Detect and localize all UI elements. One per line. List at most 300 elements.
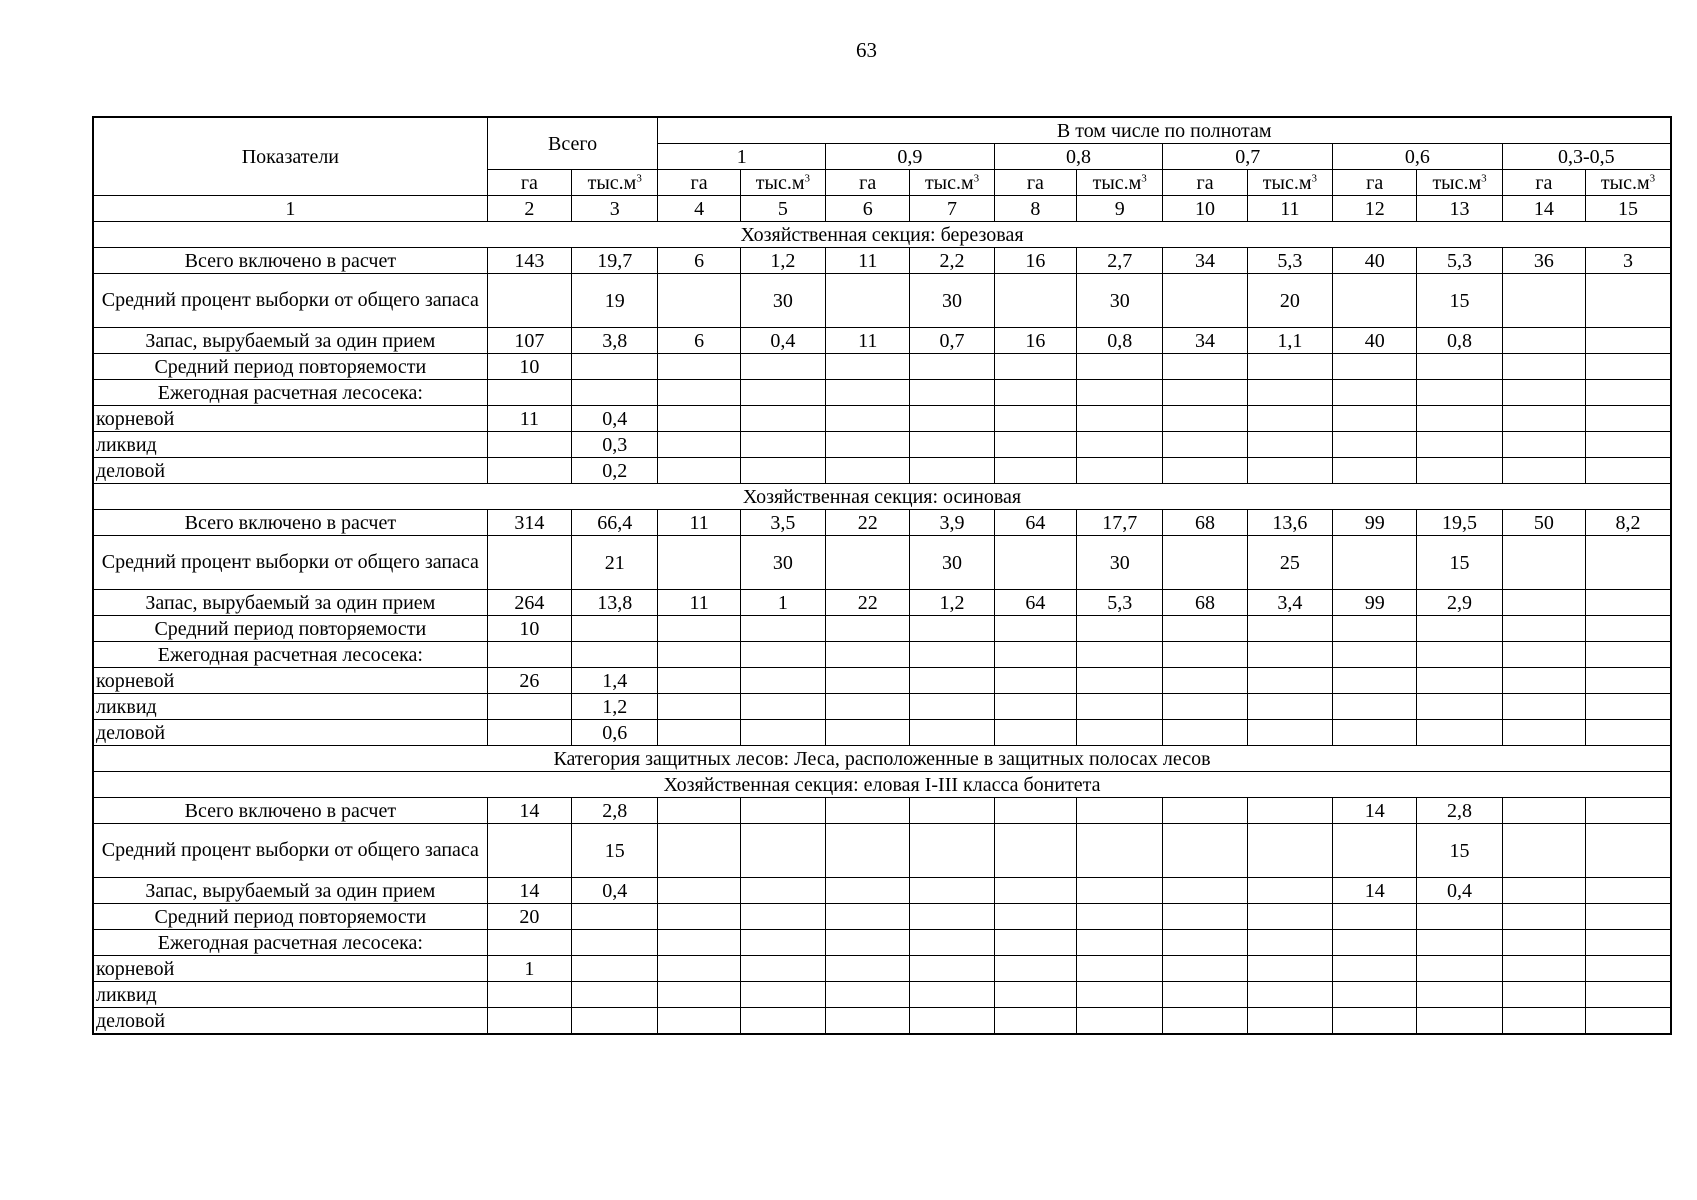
table-cell	[1333, 274, 1417, 328]
table-cell	[658, 878, 740, 904]
column-number: 1	[93, 196, 487, 222]
unit-superscript: 3	[1311, 171, 1317, 184]
table-cell	[1163, 1008, 1247, 1035]
table-cell: 3	[1586, 248, 1671, 274]
table-cell	[572, 930, 658, 956]
table-row	[93, 354, 1671, 380]
table-cell	[1077, 982, 1163, 1008]
table-cell	[1586, 1008, 1671, 1035]
table-cell	[826, 930, 910, 956]
unit-superscript: 3	[1141, 171, 1147, 184]
table-cell	[994, 642, 1076, 668]
table-cell: 8,2	[1586, 510, 1671, 536]
density-header: 0,6	[1333, 144, 1503, 170]
table-cell	[910, 1008, 994, 1035]
table-cell: 16	[994, 328, 1076, 354]
table-cell	[1333, 616, 1417, 642]
density-header: 0,7	[1163, 144, 1333, 170]
table-cell	[1586, 930, 1671, 956]
row-label: деловой	[93, 458, 487, 484]
table-cell	[1502, 274, 1585, 328]
table-cell	[1247, 824, 1332, 878]
table-row	[93, 930, 1671, 956]
table-cell: 2,8	[572, 798, 658, 824]
row-label: Ежегодная расчетная лесосека:	[93, 380, 487, 406]
table-cell	[1163, 878, 1247, 904]
row-label: Запас, вырубаемый за один прием	[93, 590, 487, 616]
table-cell	[1502, 406, 1585, 432]
unit-tys-m3	[1247, 170, 1332, 196]
table-cell	[994, 274, 1076, 328]
table-cell: 34	[1163, 248, 1247, 274]
row-label: Средний процент выборки от общего запаса	[93, 274, 487, 328]
table-cell	[1417, 642, 1502, 668]
column-number: 7	[910, 196, 994, 222]
table-cell: 40	[1333, 328, 1417, 354]
unit-ha: га	[1333, 170, 1417, 196]
table-cell	[910, 798, 994, 824]
unit-tys-label: тыс.м	[1262, 171, 1312, 194]
table-cell	[826, 798, 910, 824]
table-cell	[1586, 904, 1671, 930]
table-cell	[994, 354, 1076, 380]
table-cell	[1586, 878, 1671, 904]
table-cell: 11	[487, 406, 571, 432]
table-cell	[658, 904, 740, 930]
table-cell: 3,8	[572, 328, 658, 354]
table-cell	[1163, 982, 1247, 1008]
table-cell	[1586, 824, 1671, 878]
table-cell	[740, 982, 825, 1008]
table-cell	[1077, 956, 1163, 982]
table-cell: 22	[826, 590, 910, 616]
table-cell	[910, 904, 994, 930]
table-cell	[1077, 406, 1163, 432]
table-cell	[1247, 798, 1332, 824]
table-cell	[1586, 798, 1671, 824]
table-cell	[910, 642, 994, 668]
column-number: 11	[1247, 196, 1332, 222]
table-cell	[1163, 432, 1247, 458]
table-cell	[1163, 380, 1247, 406]
table-cell: 21	[572, 536, 658, 590]
table-cell	[910, 824, 994, 878]
table-cell	[1163, 694, 1247, 720]
table-cell	[658, 824, 740, 878]
table-cell	[1247, 982, 1332, 1008]
table-cell	[740, 694, 825, 720]
table-cell	[1077, 616, 1163, 642]
table-row	[93, 248, 1671, 274]
table-cell	[1502, 798, 1585, 824]
table-cell: 0,2	[572, 458, 658, 484]
column-number-row	[93, 196, 1671, 222]
unit-tys-label: тыс.м	[755, 171, 805, 194]
table-cell	[826, 904, 910, 930]
table-cell	[740, 380, 825, 406]
table-cell	[1163, 956, 1247, 982]
table-row	[93, 878, 1671, 904]
table-cell	[826, 536, 910, 590]
table-cell: 14	[1333, 798, 1417, 824]
row-label: Ежегодная расчетная лесосека:	[93, 930, 487, 956]
header-total: Всего	[487, 117, 658, 170]
table-cell	[740, 458, 825, 484]
table-cell: 30	[740, 274, 825, 328]
header-indicators: Показатели	[93, 117, 487, 196]
table-row	[93, 824, 1671, 878]
table-cell	[1333, 956, 1417, 982]
table-cell	[1586, 616, 1671, 642]
table-cell: 0,8	[1417, 328, 1502, 354]
column-number: 8	[994, 196, 1076, 222]
table-cell: 15	[1417, 824, 1502, 878]
table-cell: 264	[487, 590, 571, 616]
table-cell	[1247, 380, 1332, 406]
table-cell	[1077, 798, 1163, 824]
table-cell	[994, 380, 1076, 406]
unit-tys-label: тыс.м	[924, 171, 974, 194]
table-row	[93, 432, 1671, 458]
table-cell	[1502, 590, 1585, 616]
table-cell	[740, 1008, 825, 1035]
table-cell: 30	[910, 536, 994, 590]
table-cell	[1502, 720, 1585, 746]
table-cell	[994, 432, 1076, 458]
table-cell	[487, 982, 571, 1008]
table-cell	[1163, 274, 1247, 328]
table-cell	[1247, 1008, 1332, 1035]
table-cell	[1247, 406, 1332, 432]
table-row	[93, 694, 1671, 720]
unit-tys-label: тыс.м	[1600, 171, 1650, 194]
table-cell	[910, 458, 994, 484]
table-cell: 99	[1333, 510, 1417, 536]
table-cell	[487, 536, 571, 590]
table-cell	[910, 354, 994, 380]
table-cell	[1247, 930, 1332, 956]
table-cell	[1586, 720, 1671, 746]
table-cell	[1502, 930, 1585, 956]
table-cell	[1077, 904, 1163, 930]
table-cell	[1247, 878, 1332, 904]
column-number: 9	[1077, 196, 1163, 222]
table-cell	[1586, 956, 1671, 982]
table-cell	[826, 956, 910, 982]
table-cell	[994, 616, 1076, 642]
table-cell	[1417, 380, 1502, 406]
table-cell: 3,4	[1247, 590, 1332, 616]
unit-tys-label: тыс.м	[1092, 171, 1142, 194]
row-label: Запас, вырубаемый за один прием	[93, 878, 487, 904]
table-cell: 20	[1247, 274, 1332, 328]
unit-ha: га	[1502, 170, 1585, 196]
table-cell	[1586, 432, 1671, 458]
table-row	[93, 616, 1671, 642]
table-cell: 6	[658, 248, 740, 274]
table-cell	[658, 982, 740, 1008]
table-cell	[1333, 720, 1417, 746]
table-cell: 13,8	[572, 590, 658, 616]
table-cell: 20	[487, 904, 571, 930]
table-cell	[1502, 432, 1585, 458]
table-cell	[994, 982, 1076, 1008]
table-cell	[1502, 536, 1585, 590]
table-cell	[1586, 694, 1671, 720]
table-cell	[1586, 274, 1671, 328]
table-cell	[826, 432, 910, 458]
table-cell	[1333, 458, 1417, 484]
table-cell	[1163, 354, 1247, 380]
row-label: Средний период повторяемости	[93, 354, 487, 380]
allowable-cut-table	[92, 116, 1672, 1035]
table-cell	[1417, 982, 1502, 1008]
table-row	[93, 380, 1671, 406]
table-cell: 1,2	[740, 248, 825, 274]
category-row	[93, 746, 1671, 772]
table-cell	[658, 458, 740, 484]
table-cell	[1417, 432, 1502, 458]
table-cell	[658, 380, 740, 406]
table-cell	[1163, 798, 1247, 824]
table-cell: 68	[1163, 510, 1247, 536]
density-header: 0,3-0,5	[1502, 144, 1671, 170]
table-cell: 2,9	[1417, 590, 1502, 616]
unit-tys-m3	[910, 170, 994, 196]
table-cell	[658, 1008, 740, 1035]
table-cell: 2,7	[1077, 248, 1163, 274]
table-cell	[1163, 458, 1247, 484]
table-cell	[1333, 668, 1417, 694]
table-cell: 1,2	[910, 590, 994, 616]
unit-superscript: 3	[636, 171, 642, 184]
table-cell: 143	[487, 248, 571, 274]
table-row	[93, 642, 1671, 668]
table-cell	[487, 380, 571, 406]
row-label: деловой	[93, 1008, 487, 1035]
table-cell	[572, 904, 658, 930]
table-cell	[1333, 904, 1417, 930]
unit-superscript: 3	[1481, 171, 1487, 184]
table-cell	[826, 694, 910, 720]
table-cell	[572, 982, 658, 1008]
table-cell	[740, 406, 825, 432]
section-title-row	[93, 772, 1671, 798]
table-cell	[740, 798, 825, 824]
table-row	[93, 274, 1671, 328]
table-cell	[1502, 1008, 1585, 1035]
table-cell	[994, 956, 1076, 982]
row-label: Запас, вырубаемый за один прием	[93, 328, 487, 354]
table-row	[93, 1008, 1671, 1035]
section-title-row	[93, 222, 1671, 248]
table-cell	[1502, 380, 1585, 406]
table-cell	[826, 1008, 910, 1035]
table-cell: 22	[826, 510, 910, 536]
table-cell: 2,8	[1417, 798, 1502, 824]
table-cell	[1502, 904, 1585, 930]
table-cell: 5,3	[1247, 248, 1332, 274]
unit-ha: га	[487, 170, 571, 196]
table-cell: 0,8	[1077, 328, 1163, 354]
column-number: 15	[1586, 196, 1671, 222]
table-cell	[1586, 354, 1671, 380]
table-cell: 0,4	[572, 878, 658, 904]
table-cell	[1077, 354, 1163, 380]
table-cell: 107	[487, 328, 571, 354]
table-cell	[1502, 458, 1585, 484]
table-cell	[1333, 930, 1417, 956]
table-cell	[994, 536, 1076, 590]
row-label: Всего включено в расчет	[93, 510, 487, 536]
table-cell: 11	[826, 328, 910, 354]
table-cell	[994, 878, 1076, 904]
table-cell: 19,5	[1417, 510, 1502, 536]
unit-superscript: 3	[1649, 171, 1656, 184]
table-cell	[910, 616, 994, 642]
table-cell	[1163, 824, 1247, 878]
table-cell	[826, 274, 910, 328]
table-row	[93, 798, 1671, 824]
table-cell	[1417, 956, 1502, 982]
table-cell	[1586, 380, 1671, 406]
table-cell	[826, 668, 910, 694]
table-cell	[1247, 904, 1332, 930]
column-number: 10	[1163, 196, 1247, 222]
table-cell	[1417, 904, 1502, 930]
row-label: ликвид	[93, 694, 487, 720]
table-row	[93, 406, 1671, 432]
table-cell	[1077, 930, 1163, 956]
column-number: 3	[572, 196, 658, 222]
table-cell: 5,3	[1417, 248, 1502, 274]
table-cell	[994, 458, 1076, 484]
table-cell	[826, 982, 910, 1008]
unit-ha: га	[994, 170, 1076, 196]
table-cell	[487, 930, 571, 956]
table-cell	[658, 694, 740, 720]
table-cell	[1333, 432, 1417, 458]
row-label: Ежегодная расчетная лесосека:	[93, 642, 487, 668]
table-cell	[910, 956, 994, 982]
table-cell	[1077, 878, 1163, 904]
table-cell	[487, 824, 571, 878]
table-cell	[1247, 432, 1332, 458]
table-cell	[994, 720, 1076, 746]
table-cell: 40	[1333, 248, 1417, 274]
row-label: Средний процент выборки от общего запаса	[93, 824, 487, 878]
unit-tys-m3	[740, 170, 825, 196]
table-row	[93, 328, 1671, 354]
table-row	[93, 510, 1671, 536]
unit-tys-m3	[572, 170, 658, 196]
table-cell	[826, 824, 910, 878]
table-cell	[658, 956, 740, 982]
table-cell	[994, 406, 1076, 432]
table-cell	[487, 642, 571, 668]
table-cell	[740, 930, 825, 956]
table-cell	[910, 982, 994, 1008]
table-cell	[1502, 354, 1585, 380]
section-title: Хозяйственная секция: осиновая	[93, 484, 1671, 510]
table-cell: 0,3	[572, 432, 658, 458]
table-cell	[1417, 406, 1502, 432]
table-cell: 16	[994, 248, 1076, 274]
table-cell	[1417, 930, 1502, 956]
table-cell	[658, 432, 740, 458]
unit-superscript: 3	[804, 171, 810, 184]
table-cell: 14	[487, 798, 571, 824]
table-cell	[740, 824, 825, 878]
table-cell	[658, 616, 740, 642]
table-cell: 314	[487, 510, 571, 536]
table-cell	[658, 930, 740, 956]
table-cell	[994, 798, 1076, 824]
table-cell	[1502, 616, 1585, 642]
table-cell	[910, 930, 994, 956]
column-number: 6	[826, 196, 910, 222]
table-row	[93, 590, 1671, 616]
unit-tys-m3	[1586, 170, 1671, 196]
table-cell	[994, 824, 1076, 878]
table-cell	[487, 274, 571, 328]
table-cell	[487, 694, 571, 720]
table-cell	[1417, 458, 1502, 484]
table-cell	[1077, 380, 1163, 406]
table-cell	[826, 878, 910, 904]
table-cell: 0,4	[740, 328, 825, 354]
table-cell	[1163, 904, 1247, 930]
table-cell	[1163, 668, 1247, 694]
table-row	[93, 982, 1671, 1008]
table-cell	[658, 668, 740, 694]
table-cell	[910, 668, 994, 694]
table-cell	[1333, 694, 1417, 720]
table-cell: 1,4	[572, 668, 658, 694]
table-cell	[740, 616, 825, 642]
table-cell	[487, 720, 571, 746]
table-cell	[826, 458, 910, 484]
row-label: Средний процент выборки от общего запаса	[93, 536, 487, 590]
table-cell	[1077, 642, 1163, 668]
table-cell	[1586, 536, 1671, 590]
table-cell	[910, 406, 994, 432]
row-label: корневой	[93, 956, 487, 982]
table-cell	[1077, 1008, 1163, 1035]
table-cell	[826, 406, 910, 432]
unit-ha: га	[1163, 170, 1247, 196]
table-cell: 14	[1333, 878, 1417, 904]
density-header: 0,9	[826, 144, 995, 170]
table-cell	[572, 380, 658, 406]
table-cell	[826, 616, 910, 642]
table-cell	[1502, 878, 1585, 904]
table-cell: 19,7	[572, 248, 658, 274]
table-cell	[1247, 720, 1332, 746]
table-cell	[1333, 1008, 1417, 1035]
table-cell	[1163, 406, 1247, 432]
table-cell: 0,4	[572, 406, 658, 432]
table-cell	[1247, 956, 1332, 982]
table-cell: 25	[1247, 536, 1332, 590]
table-cell	[1247, 354, 1332, 380]
table-cell: 17,7	[1077, 510, 1163, 536]
table-cell	[1077, 668, 1163, 694]
unit-tys-label: тыс.м	[587, 171, 637, 194]
table-cell	[1163, 616, 1247, 642]
table-cell	[826, 720, 910, 746]
table-cell: 26	[487, 668, 571, 694]
